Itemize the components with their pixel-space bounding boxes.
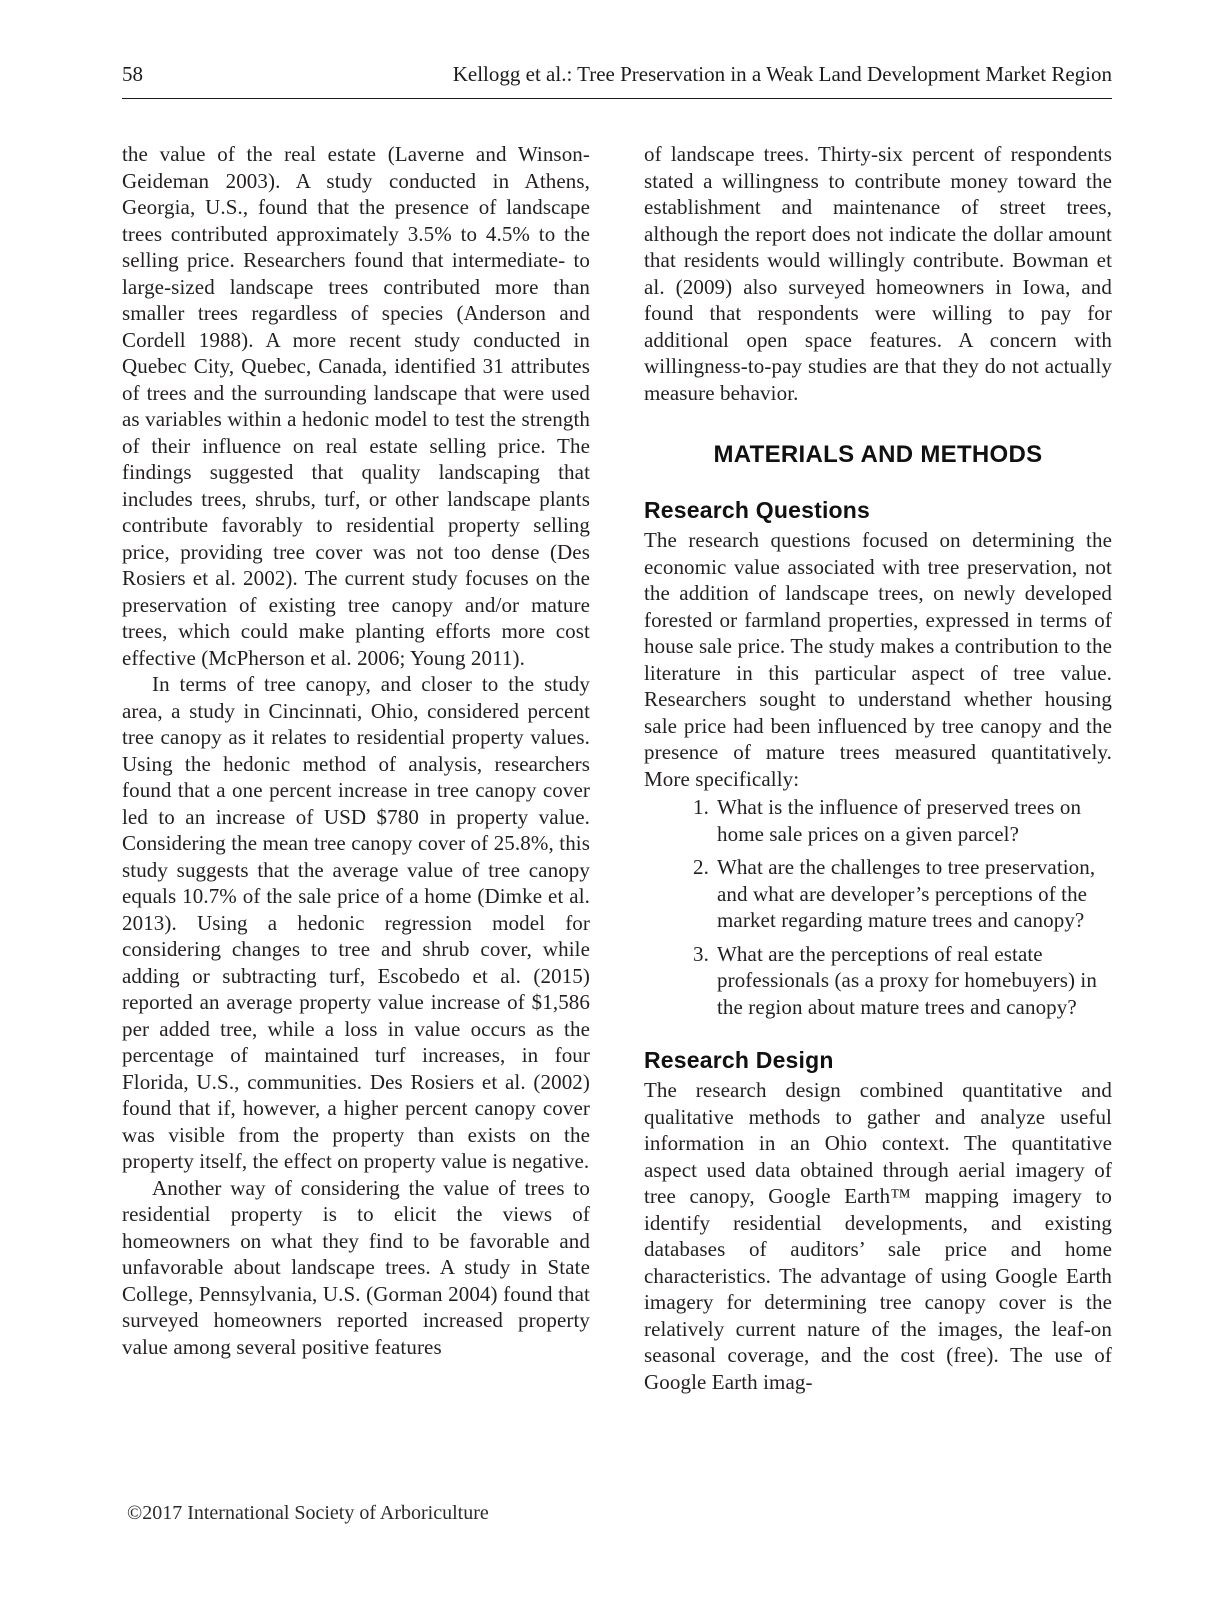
question-text: What is the influence of preserved trees on home sale prices on a given parcel? — [717, 795, 1082, 846]
question-item — [644, 854, 1112, 934]
paragraph: In terms of tree canopy, and closer to the study area, a study in Cincinnati, Ohio, considered percent tree canopy as it relates to residential property values. Using the hedonic method of analysis, researchers found that a one percent increase in tree canopy cover led to an increase of USD $780 in property value. Considering the mean tree canopy cover of 25.8%, this study suggests that the average value of tree canopy equals 10.7% of the sale price of a home (Dimke et al. 2013). Using a hedonic regression model for considering changes to tree and shrub cover, while adding or subtracting turf, Escobedo et al. (2015) reported an average property value increase of $1,586 per added tree, while a loss in value occurs as the percentage of maintained turf increases, in four Florida, U.S., communities. Des Rosiers et al. (2002) found that if, however, a higher percent canopy cover was visible from the property than exists on the property itself, the effect on property value is negative. — [122, 672, 590, 1173]
question-text: What are the perceptions of real estate professionals (as a proxy for homebuyers) in the region about mature trees and canopy? — [717, 941, 1097, 1019]
research-questions-list — [644, 794, 1112, 1020]
subsection-heading-research-design: Research Design — [644, 1047, 834, 1073]
page-number: 58 — [122, 62, 143, 86]
subsection-heading-research-questions: Research Questions — [644, 497, 871, 523]
right-column — [644, 141, 1112, 1395]
copyright-text: ©2017 International Society of Arboriculture — [127, 1502, 489, 1524]
paragraph: The research questions focused on determining the economic value associated with tree preservation, not the addition of landscape trees, on newly developed forested or farmland properties, expressed in terms of house sale price. The study makes a contribution to the literature in this particular aspect of tree value. Researchers sought to understand whether housing sale price had been influenced by tree canopy and the presence of mature trees measured quantitatively. More specifically: — [644, 528, 1112, 791]
paragraph: Another way of considering the value of trees to residential property is to elicit the views of homeowners on what they find to be favorable and unfavorable about landscape trees. A study in State College, Pennsylvania, U.S. (Gorman 2004) found that surveyed homeowners reported increased property value among several positive features — [122, 1175, 590, 1359]
question-item — [644, 941, 1112, 1021]
page-footer — [127, 1500, 489, 1526]
question-item — [644, 794, 1112, 847]
running-title: Kellogg et al.: Tree Preservation in a Weak Land Development Market Region — [452, 62, 1112, 86]
header-rule — [122, 98, 1112, 99]
question-number: 3. — [693, 941, 709, 966]
left-column — [122, 141, 590, 1395]
question-number: 2. — [693, 855, 709, 879]
section-heading-materials-and-methods: MATERIALS AND METHODS — [713, 441, 1043, 468]
paragraph: of landscape trees. Thirty-six percent of respondents stated a willingness to contribute money toward the establishment and maintenance of street trees, although the report does not indicate the dollar amount that residents would willingly contribute. Bowman et al. (2009) also surveyed homeowners in Iowa, and found that respondents were willing to pay for additional open space features. A concern with willingness-to-pay studies are that they do not actually measure behavior. — [644, 142, 1112, 405]
page-header — [122, 60, 1112, 88]
question-number: 1. — [693, 795, 709, 819]
question-text: What are the challenges to tree preservation, and what are developer’s perceptions of the market regarding mature trees and canopy? — [717, 855, 1096, 932]
paragraph: the value of the real estate (Laverne and Winson-Geideman 2003). A study conducted in Athens, Georgia, U.S., found that the presence of landscape trees contributed approximately 3.5% to 4.5% to the selling price. Researchers found that intermediate- to large-sized landscape trees contributed more than smaller trees regardless of species (Anderson and Cordell 1988). A more recent study conducted in Quebec City, Quebec, Canada, identified 31 attributes of trees and the surrounding landscape that were used as variables within a hedonic model to test the strength of their influence on real estate selling price. The findings suggested that quality landscaping that includes trees, shrubs, turf, or other landscape plants contribute favorably to residential property selling price, providing tree cover was not too dense (Des Rosiers et al. 2002). The current study focuses on the preservation of existing tree canopy and/or mature trees, which could make planting efforts more cost effective (McPherson et al. 2006; Young 2011). — [122, 142, 590, 670]
two-column-body — [122, 141, 1112, 1395]
paragraph: The research design combined quantitative and qualitative methods to gather and analyze useful information in an Ohio context. The quantitative aspect used data obtained through aerial imagery of tree canopy, Google Earth™ mapping imagery to identify residential developments, and existing databases of auditors’ sale price and home characteristics. The advantage of using Google Earth imagery for determining tree canopy cover is the relatively current nature of the images, the leaf-on seasonal coverage, and the cost (free). The use of Google Earth imag- — [644, 1078, 1112, 1394]
